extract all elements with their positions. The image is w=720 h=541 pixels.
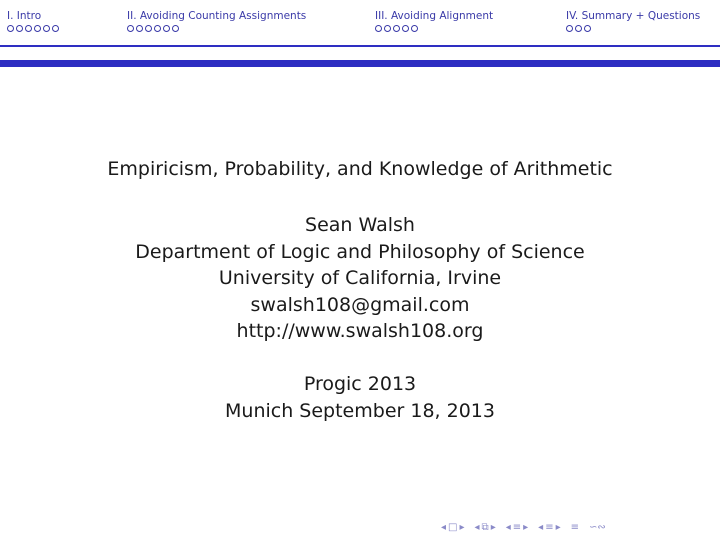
frame-dots	[127, 25, 306, 32]
presentation-title: Empiricism, Probability, and Knowledge of Arithmetic	[107, 158, 613, 180]
frame-dot[interactable]	[154, 25, 161, 32]
frame-dot[interactable]	[34, 25, 41, 32]
frame-dots	[7, 25, 59, 32]
zoom-nav-group	[588, 521, 607, 535]
frame-dot[interactable]	[393, 25, 400, 32]
nav-right-arrow-icon[interactable]: ▸	[459, 522, 465, 533]
frame-dot[interactable]	[402, 25, 409, 32]
event-location-date: Munich September 18, 2013	[225, 399, 495, 422]
section-navigation-header	[0, 0, 720, 46]
header-rule	[0, 45, 720, 47]
section-label[interactable]: IV. Summary + Questions	[566, 10, 701, 22]
frame-dot[interactable]	[172, 25, 179, 32]
section-icon[interactable]: ≡	[545, 522, 554, 533]
frame-nav-group	[440, 521, 466, 535]
author-website: http://www.swalsh108.org	[236, 320, 484, 342]
nav-right-arrow-icon[interactable]: ▸	[523, 522, 529, 533]
author-email: swalsh108@gmail.com	[250, 293, 470, 316]
frame-dot[interactable]	[7, 25, 14, 32]
frame-dot[interactable]	[145, 25, 152, 32]
header-section-alignment[interactable]	[375, 9, 493, 32]
nav-left-arrow-icon[interactable]: ◂	[538, 522, 544, 533]
doc-nav-group	[537, 521, 561, 535]
author-department: Department of Logic and Philosophy of Science	[135, 240, 585, 263]
header-section-counting[interactable]	[127, 9, 306, 32]
author-university: University of California, Irvine	[218, 267, 502, 289]
zoom-icon[interactable]: ∽∾	[589, 522, 606, 533]
frame-dot[interactable]	[52, 25, 59, 32]
header-section-summary[interactable]	[566, 9, 700, 32]
frame-dot[interactable]	[411, 25, 418, 32]
frame-dot[interactable]	[43, 25, 50, 32]
frame-dot[interactable]	[575, 25, 582, 32]
event-name: Progic 2013	[303, 373, 417, 395]
frame-dots	[566, 25, 700, 32]
author-name: Sean Walsh	[305, 214, 415, 236]
author-info	[0, 212, 720, 345]
section-label[interactable]: III. Avoiding Alignment	[375, 10, 494, 22]
frame-dots	[375, 25, 493, 32]
section-nav-group	[505, 521, 529, 535]
title-bar	[0, 60, 720, 67]
frame-dot[interactable]	[25, 25, 32, 32]
frame-dot[interactable]	[375, 25, 382, 32]
section-icon[interactable]: ≡	[512, 522, 522, 533]
frame-dot[interactable]	[16, 25, 23, 32]
nav-right-arrow-icon[interactable]: ▸	[555, 522, 561, 533]
nav-left-arrow-icon[interactable]: ◂	[441, 522, 447, 533]
section-label[interactable]: I. Intro	[7, 10, 42, 22]
subsection-nav-group	[474, 521, 497, 535]
nav-left-arrow-icon[interactable]: ◂	[474, 522, 480, 533]
subsection-icon[interactable]: ⧉	[481, 522, 489, 533]
frame-icon[interactable]: □	[448, 522, 458, 533]
frame-dot[interactable]	[127, 25, 134, 32]
frame-dot[interactable]	[584, 25, 591, 32]
frame-dot[interactable]	[136, 25, 143, 32]
frame-dot[interactable]	[163, 25, 170, 32]
event-info	[0, 371, 720, 424]
nav-left-arrow-icon[interactable]: ◂	[505, 522, 511, 533]
section-label[interactable]: II. Avoiding Counting Assignments	[127, 10, 307, 22]
header-section-intro[interactable]	[7, 9, 59, 32]
frame-dot[interactable]	[384, 25, 391, 32]
nav-right-arrow-icon[interactable]: ▸	[490, 522, 496, 533]
align-icon[interactable]: ≡	[570, 522, 580, 533]
frame-dot[interactable]	[566, 25, 573, 32]
beamer-navigation-bar	[440, 521, 615, 535]
align-nav-group	[570, 521, 580, 535]
